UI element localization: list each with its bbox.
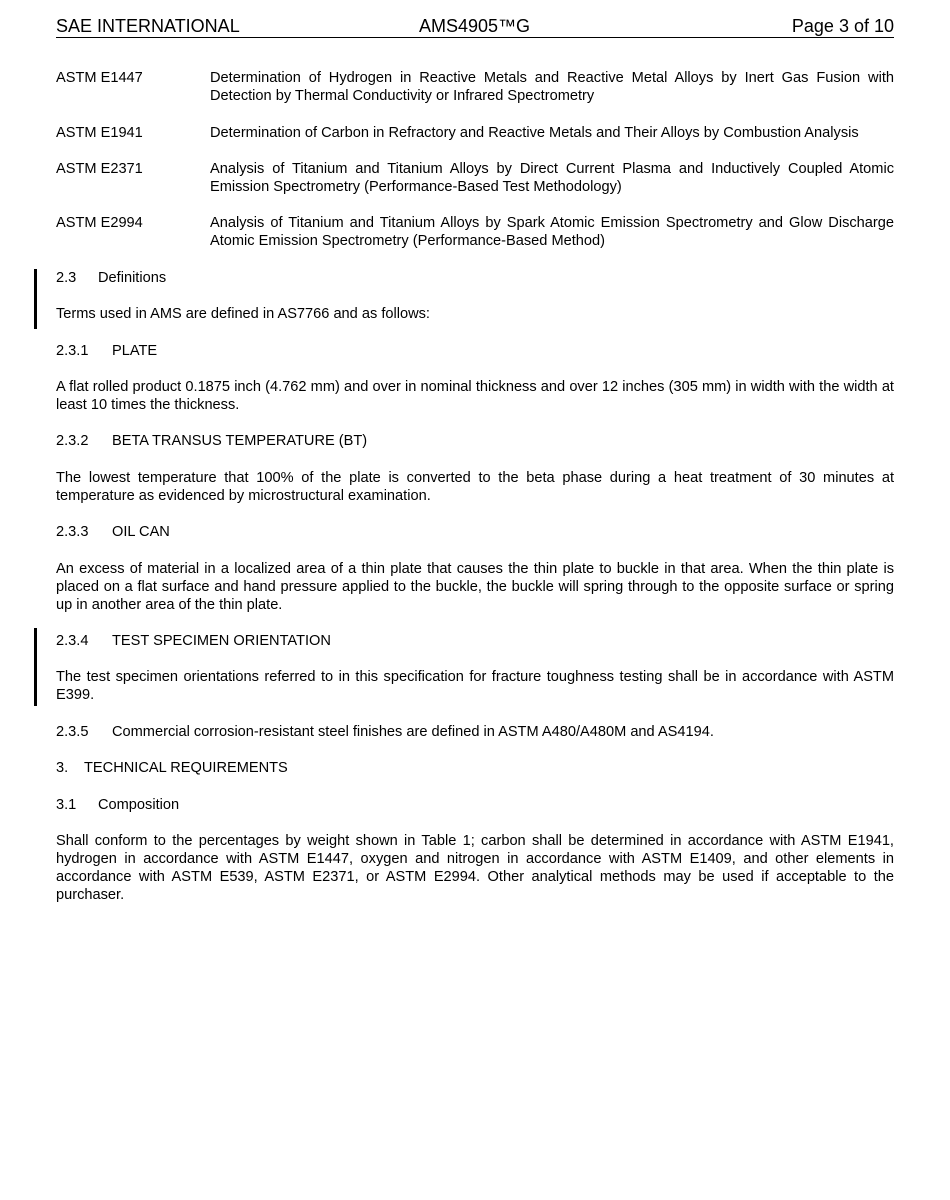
revision-bar (34, 628, 37, 706)
composition-requirement: Shall conform to the percentages by weight shown in Table 1; carbon shall be determined in accordance with ASTM E1941, hydrogen in accordance with ASTM E1447, oxygen and nitrogen in accordance with ASTM E1409, and other elements in accordance with ASTM E539, ASTM E2371, or ASTM E2994. Other analytical methods may be used if acceptable to the purchaser. (56, 833, 894, 903)
section-number: 3. (56, 760, 69, 776)
reference-code: ASTM E1447 (56, 70, 143, 86)
reference-description: Determination of Hydrogen in Reactive Metals and Reactive Metal Alloys by Inert Gas Fusion with Detection by Thermal Conductivity or Infrared Spectrometry (210, 70, 894, 104)
section-number: 2.3.3 (56, 524, 89, 540)
specimen-orientation-definition: The test specimen orientations referred to in this specification for fracture toughness testing shall be in accordance with ASTM E399. (56, 669, 894, 703)
section-heading-2-3 (56, 269, 166, 287)
revision-bar (34, 269, 37, 329)
section-heading-2-3-2 (56, 432, 367, 450)
header-organization: SAE INTERNATIONAL (56, 16, 240, 36)
plate-definition: A flat rolled product 0.1875 inch (4.762 mm) and over in nominal thickness and over 12 inches (305 mm) in width with the width at least 10 times the thickness. (56, 379, 894, 413)
reference-item (56, 160, 894, 196)
section-title: TEST SPECIMEN ORIENTATION (112, 633, 331, 649)
section-title: Composition (98, 797, 180, 813)
section-heading-3 (56, 759, 288, 777)
section-number: 2.3.1 (56, 343, 89, 359)
beta-transus-definition: The lowest temperature that 100% of the plate is converted to the beta phase during a heat treatment of 30 minutes at temperature as evidenced by microstructural examination. (56, 470, 894, 504)
section-title: OIL CAN (112, 524, 170, 540)
reference-description: Analysis of Titanium and Titanium Alloys by Spark Atomic Emission Spectrometry and Glow Discharge Atomic Emission Spectrometry (Performance-Based Method) (210, 215, 894, 249)
page-header (56, 15, 894, 38)
section-heading-3-1 (56, 796, 179, 814)
section-heading-2-3-3 (56, 523, 170, 541)
section-heading-2-3-5 (56, 723, 714, 741)
section-number: 2.3.2 (56, 433, 89, 449)
section-number: 2.3 (56, 270, 77, 286)
section-title: TECHNICAL REQUIREMENTS (84, 760, 288, 776)
reference-description: Analysis of Titanium and Titanium Alloys by Direct Current Plasma and Inductively Coupled Atomic Emission Spectrometry (Performance-Based Test Methodology) (210, 161, 894, 195)
section-heading-2-3-1 (56, 342, 157, 360)
reference-code: ASTM E2994 (56, 215, 143, 231)
section-number: 2.3.5 (56, 724, 89, 740)
definitions-intro: Terms used in AMS are defined in AS7766 and as follows: (56, 306, 430, 322)
section-title: PLATE (112, 343, 158, 359)
reference-item (56, 214, 894, 250)
section-number: 2.3.4 (56, 633, 89, 649)
reference-item (56, 69, 894, 105)
reference-item (56, 124, 894, 142)
oil-can-definition: An excess of material in a localized area of a thin plate that causes the thin plate to buckle in that area. When the thin plate is placed on a flat surface and hand pressure applied to the buckle, the buckle will spring through to the opposite surface or spring up in another area of the thin plate. (56, 561, 894, 613)
header-page-number: Page 3 of 10 (791, 16, 894, 36)
section-title: Definitions (98, 270, 167, 286)
header-document-number: AMS4905™G (419, 16, 531, 36)
section-heading-2-3-4 (56, 632, 331, 650)
reference-code: ASTM E2371 (56, 161, 143, 177)
section-title: BETA TRANSUS TEMPERATURE (BT) (112, 433, 368, 449)
section-text: Commercial corrosion-resistant steel finishes are defined in ASTM A480/A480M and AS4194. (112, 724, 714, 740)
section-number: 3.1 (56, 797, 77, 813)
reference-description: Determination of Carbon in Refractory and Reactive Metals and Their Alloys by Combustion Analysis (210, 125, 859, 141)
reference-code: ASTM E1941 (56, 125, 143, 141)
